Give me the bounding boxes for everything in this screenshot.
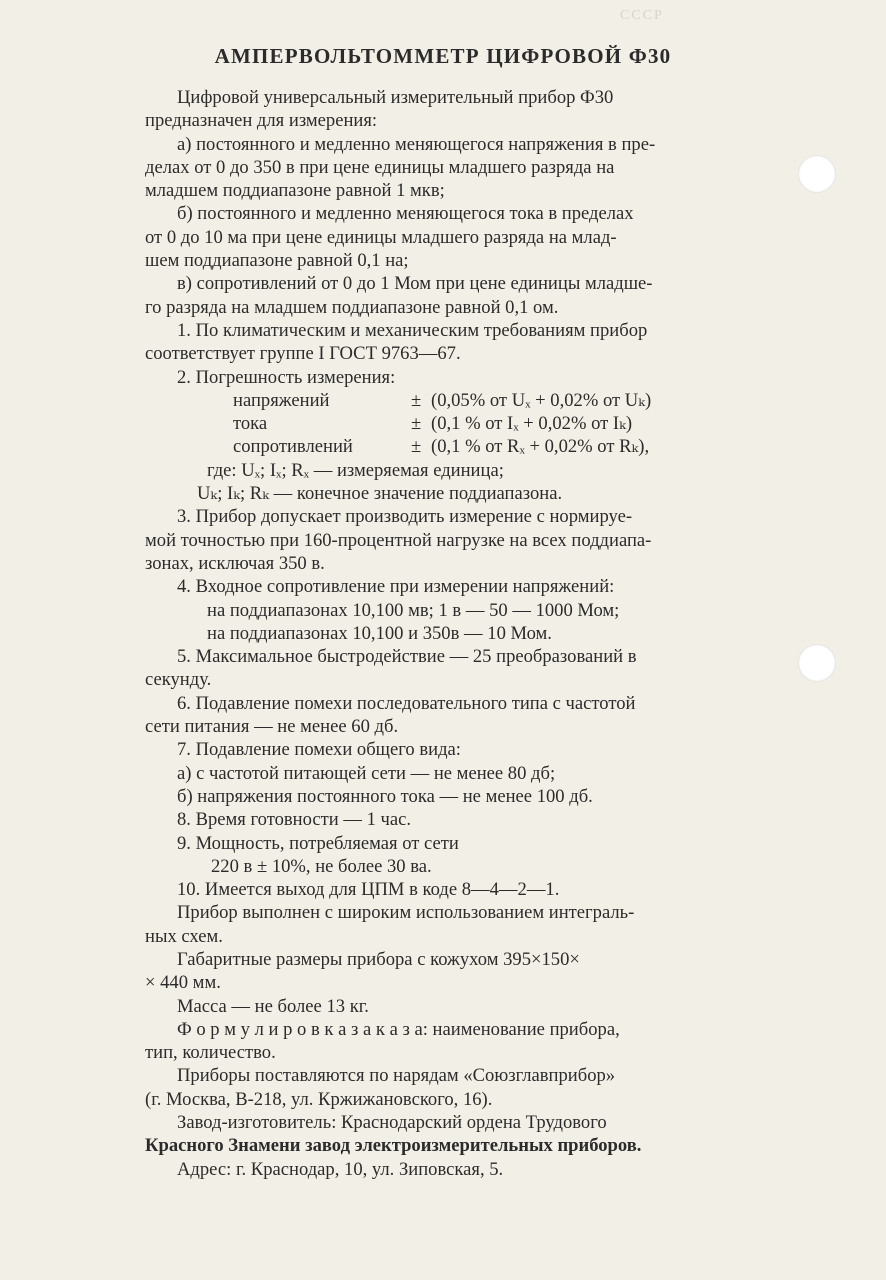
text-line: Цифровой универсальный измерительный прибор Ф30	[177, 87, 614, 108]
text-line: соответствует группе I ГОСТ 9763—67.	[145, 343, 461, 365]
text-line: от 0 до 10 ма при цене единицы младшего разряда на млад-	[145, 226, 617, 248]
text-line: Габаритные размеры прибора с кожухом 395×150×	[177, 948, 580, 970]
text-line: Прибор выполнен с широким использованием интеграль-	[177, 902, 635, 924]
error-label: сопротивлений	[233, 436, 353, 458]
error-label: напряжений	[233, 389, 330, 411]
text-line: 7. Подавление помехи общего вида:	[177, 739, 461, 761]
text-line: Завод-изготовитель: Краснодарский ордена Трудового	[177, 1112, 607, 1134]
text-line: Масса — не более 13 кг.	[177, 995, 369, 1017]
document-body	[145, 86, 805, 1181]
text-line: го разряда на младшем поддиапазоне равной 0,1 ом.	[145, 296, 559, 318]
text-line: шем поддиапазоне равной 0,1 на;	[145, 250, 409, 272]
text-line: на поддиапазонах 10,100 мв; 1 в — 50 — 1000 Мом;	[207, 599, 620, 621]
text-line: а) постоянного и медленно меняющегося напряжения в пре-	[177, 133, 656, 155]
error-formula: (0,05% от Uₓ + 0,02% от Uₖ)	[431, 389, 652, 411]
text-line: а) с частотой питающей сети — не менее 80 дб;	[177, 762, 556, 784]
text-line: 9. Мощность, потребляемая от сети	[177, 832, 459, 854]
text-line: секунду.	[145, 669, 212, 691]
text-line: б) напряжения постоянного тока — не менее 100 дб.	[177, 785, 593, 807]
text-line: 5. Максимальное быстродействие — 25 преобразований в	[177, 646, 637, 668]
error-formula: (0,1 % от Rₓ + 0,02% от Rₖ),	[431, 436, 650, 458]
text-line: Красного Знамени завод электроизмерительных приборов.	[145, 1135, 642, 1157]
error-label: тока	[233, 413, 268, 435]
plus-minus-sign: ±	[411, 436, 422, 458]
text-line: 8. Время готовности — 1 час.	[177, 809, 412, 831]
error-row-current	[145, 412, 805, 435]
text-line: ных схем.	[145, 925, 223, 947]
text-line: в) сопротивлений от 0 до 1 Мом при цене единицы младше-	[177, 273, 653, 295]
corner-mark: СССР	[620, 8, 664, 23]
text-line: тип, количество.	[145, 1042, 276, 1064]
text-line: 220 в ± 10%, не более 30 ва.	[211, 855, 432, 877]
text-line: делах от 0 до 350 в при цене единицы младшего разряда на	[145, 156, 615, 178]
text-line: 6. Подавление помехи последовательного типа с частотой	[177, 692, 636, 714]
text-line: Ф о р м у л и р о в к а з а к а з а: наименование прибора,	[177, 1018, 620, 1040]
text-line: 3. Прибор допускает производить измерение с нормируе-	[177, 506, 633, 528]
error-row-resistance	[145, 435, 805, 458]
text-line: Приборы поставляются по нарядам «Союзглавприбор»	[177, 1065, 616, 1087]
text-line: (г. Москва, В-218, ул. Кржижановского, 16).	[145, 1088, 493, 1110]
text-line: зонах, исключая 350 в.	[145, 552, 325, 574]
plus-minus-sign: ±	[411, 413, 422, 435]
text-line: 4. Входное сопротивление при измерении напряжений:	[177, 576, 615, 598]
text-line: на поддиапазонах 10,100 и 350в — 10 Мом.	[207, 622, 552, 644]
error-row-voltage	[145, 389, 805, 412]
document-title: АМПЕРВОЛЬТОММЕТР ЦИФРОВОЙ Ф30	[214, 44, 672, 68]
text-line: 2. Погрешность измерения:	[177, 366, 396, 388]
text-line: сети питания — не менее 60 дб.	[145, 716, 399, 738]
text-line: где: Uₓ; Iₓ; Rₓ — измеряемая единица;	[207, 459, 504, 481]
text-line: Uₖ; Iₖ; Rₖ — конечное значение поддиапазона.	[197, 483, 563, 505]
text-line: 10. Имеется выход для ЦПМ в коде 8—4—2—1.	[177, 879, 560, 901]
plus-minus-sign: ±	[411, 389, 422, 411]
text-line: младшем поддиапазоне равной 1 мкв;	[145, 180, 445, 202]
text-line: мой точностью при 160-процентной нагрузке на всех поддиапа-	[145, 529, 652, 551]
text-line: Адрес: г. Краснодар, 10, ул. Зиповская, 5.	[177, 1158, 504, 1180]
text-line: б) постоянного и медленно меняющегося тока в пределах	[177, 203, 634, 225]
error-formula: (0,1 % от Iₓ + 0,02% от Iₖ)	[431, 413, 633, 435]
text-line: предназначен для измерения:	[145, 110, 378, 132]
text-line: 1. По климатическим и механическим требованиям прибор	[177, 319, 648, 341]
text-line: × 440 мм.	[145, 972, 221, 994]
